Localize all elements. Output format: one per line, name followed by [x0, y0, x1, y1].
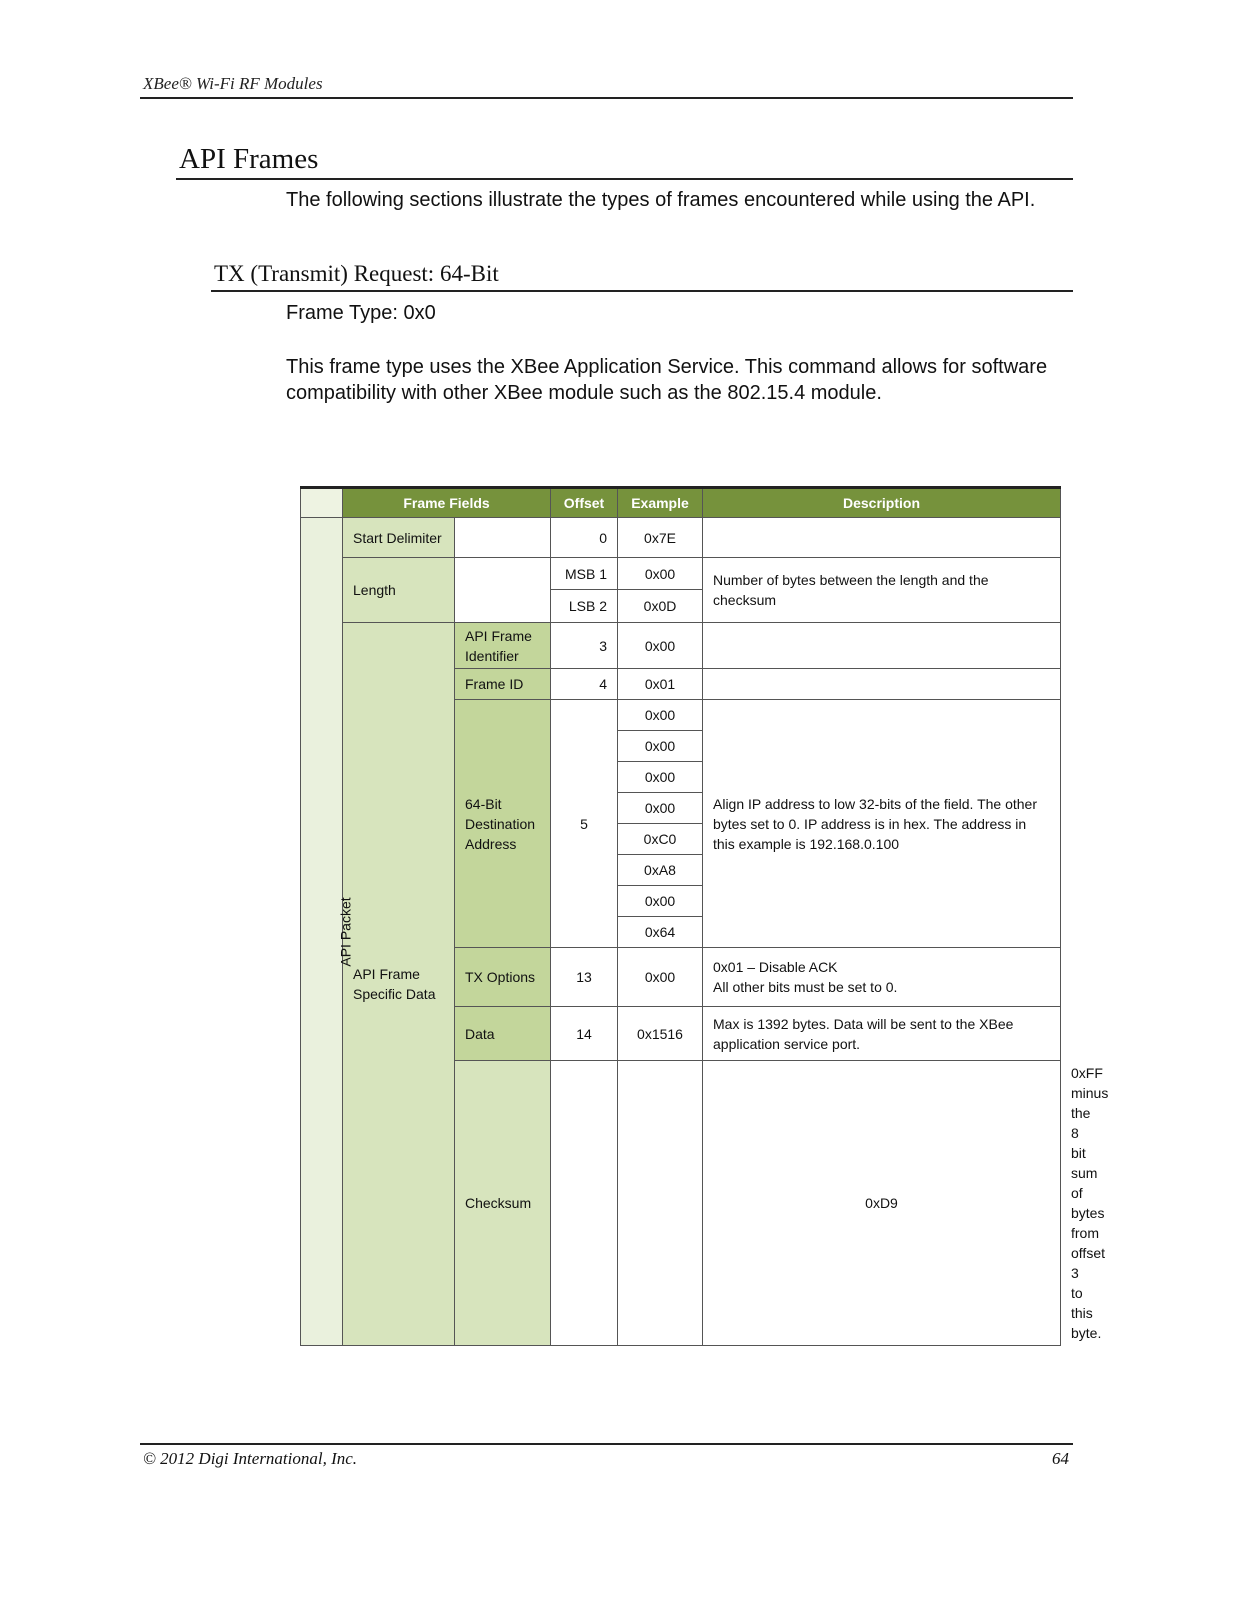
empty-cell	[551, 1061, 618, 1346]
header-blank-cell	[301, 488, 343, 518]
field-tx-options: TX Options	[455, 948, 551, 1007]
table-row: Checksum 0xD9 0xFF minus the 8 bit sum of bytes from offset 3 to this byte.	[301, 1061, 1061, 1346]
example-cell: 0x00	[618, 623, 703, 669]
offset-cell: 0	[551, 518, 618, 558]
example-cell: 0x7E	[618, 518, 703, 558]
offset-cell: LSB 2	[551, 590, 618, 623]
header-description: Description	[703, 488, 1061, 518]
field-64bit-destination-address: 64-Bit Destination Address	[455, 700, 551, 948]
table-header-row	[301, 488, 1061, 518]
example-cell: 0x00	[618, 762, 703, 793]
description-cell	[703, 669, 1061, 700]
section-title: API Frames	[179, 143, 319, 175]
offset-cell: 14	[551, 1007, 618, 1061]
section-rule	[176, 178, 1073, 180]
example-cell: 0x00	[618, 700, 703, 731]
description-cell: Align IP address to low 32-bits of the field. The other bytes set to 0. IP address is in hex. The address in this example is 192.168.0.100	[703, 700, 1061, 948]
table-row	[301, 558, 1061, 590]
subsection-rule	[211, 290, 1073, 292]
footer-copyright: © 2012 Digi International, Inc.	[143, 1449, 358, 1468]
api-packet-label: API Packet	[337, 896, 354, 967]
subsection-title: TX (Transmit) Request: 64-Bit	[214, 261, 499, 286]
field-data: Data	[455, 1007, 551, 1061]
example-cell: 0x0D	[618, 590, 703, 623]
description-line: All other bits must be set to 0.	[713, 979, 898, 995]
api-packet-cell	[301, 518, 354, 1346]
field-api-frame-specific-data: API Frame Specific Data	[343, 623, 455, 1346]
header-example: Example	[618, 488, 703, 518]
example-cell: 0x00	[618, 793, 703, 824]
description-cell	[703, 623, 1061, 669]
example-cell: 0x01	[618, 669, 703, 700]
header-frame-fields: Frame Fields	[343, 488, 551, 518]
example-cell: 0x00	[618, 886, 703, 917]
page-number: 64	[1052, 1449, 1069, 1468]
header-offset: Offset	[551, 488, 618, 518]
offset-cell	[618, 1061, 703, 1346]
field-length: Length	[343, 558, 455, 623]
footer-rule	[140, 1443, 1073, 1445]
example-cell: 0xC0	[618, 824, 703, 855]
field-api-frame-identifier: API Frame Identifier	[455, 623, 551, 669]
example-cell: 0x00	[618, 558, 703, 590]
empty-cell	[455, 518, 551, 558]
description-cell	[703, 948, 1061, 1007]
section-intro: The following sections illustrate the types of frames encountered while using the API.	[286, 189, 1036, 211]
description-cell	[703, 518, 1061, 558]
offset-cell: 4	[551, 669, 618, 700]
offset-cell: 3	[551, 623, 618, 669]
table-row	[301, 623, 1061, 669]
offset-cell: 13	[551, 948, 618, 1007]
example-cell: 0xD9	[703, 1061, 1061, 1346]
running-header: XBee® Wi-Fi RF Modules	[143, 74, 323, 93]
frame-description-paragraph: This frame type uses the XBee Application Service. This command allows for software compatibility with other XBee module such as the 802.15.4 module.	[286, 356, 1048, 404]
table-row	[301, 518, 1061, 558]
header-rule	[140, 97, 1073, 99]
field-frame-id: Frame ID	[455, 669, 551, 700]
example-cell: 0x64	[618, 917, 703, 948]
description-cell: Max is 1392 bytes. Data will be sent to the XBee application service port.	[703, 1007, 1061, 1061]
description-cell: Number of bytes between the length and the checksum	[703, 558, 1061, 623]
description-line: 0x01 – Disable ACK	[713, 959, 838, 975]
example-cell: 0x1516	[618, 1007, 703, 1061]
example-cell: 0x00	[618, 948, 703, 1007]
field-start-delimiter: Start Delimiter	[343, 518, 455, 558]
offset-cell: 5	[551, 700, 618, 948]
offset-cell: MSB 1	[551, 558, 618, 590]
frame-fields-table	[300, 486, 1109, 1346]
frame-type-text: Frame Type: 0x0	[286, 302, 436, 324]
field-checksum: Checksum	[455, 1061, 551, 1346]
example-cell: 0x00	[618, 731, 703, 762]
example-cell: 0xA8	[618, 855, 703, 886]
empty-cell	[455, 558, 551, 623]
